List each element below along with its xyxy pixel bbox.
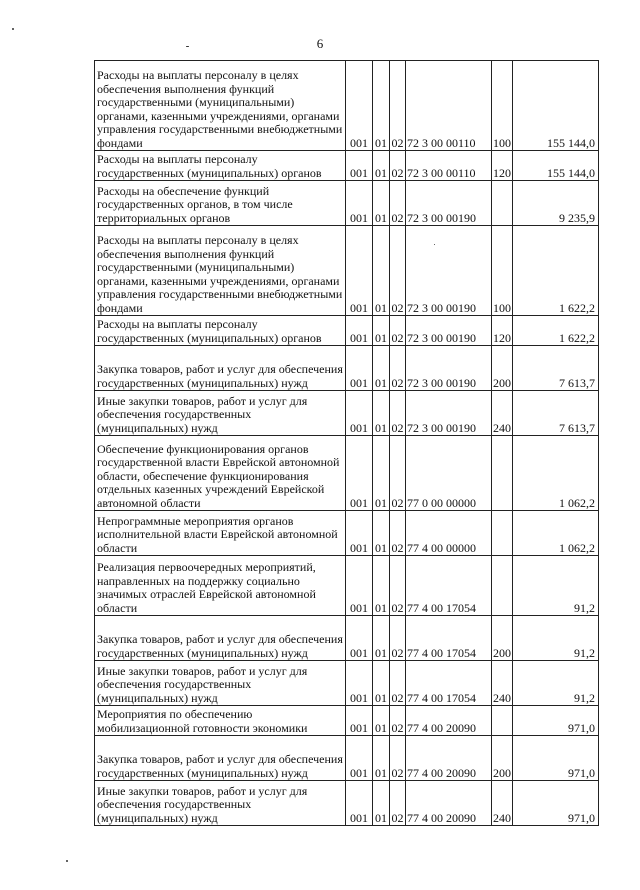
target-article-code: 72 3 00 00190 bbox=[406, 226, 492, 316]
table-row bbox=[95, 511, 599, 556]
table-row bbox=[95, 706, 599, 736]
target-article-code: 72 3 00 00190 bbox=[406, 346, 492, 391]
ministry-code: 001 bbox=[346, 181, 373, 226]
row-description: Иные закупки товаров, работ и услуг для обеспечения государственных (муниципальных) нужд bbox=[95, 781, 346, 826]
target-article-code: 77 4 00 20090 bbox=[406, 736, 492, 781]
expense-type-code: 200 bbox=[492, 736, 513, 781]
row-description: Закупка товаров, работ и услуг для обеспечения государственных (муниципальных) нужд bbox=[95, 616, 346, 661]
row-description: Расходы на выплаты персоналу в целях обеспечения выполнения функций государственными (муниципальными) органами, казенными учреждениями, органами управления государственными внебюджетными фондами bbox=[95, 226, 346, 316]
table-row bbox=[95, 346, 599, 391]
row-description: Мероприятия по обеспечению мобилизационной готовности экономики bbox=[95, 706, 346, 736]
scan-speck bbox=[186, 46, 189, 47]
amount: 91,2 bbox=[513, 661, 599, 706]
ministry-code: 001 bbox=[346, 556, 373, 616]
amount: 91,2 bbox=[513, 556, 599, 616]
table-row bbox=[95, 781, 599, 826]
ministry-code: 001 bbox=[346, 346, 373, 391]
row-description: Обеспечение функционирования органов государственной власти Еврейской автономной области, обеспечение функционирования отдельных казенных учреждений Еврейской автономной области bbox=[95, 436, 346, 511]
table-row bbox=[95, 556, 599, 616]
target-article-code: 72 3 00 00190 bbox=[406, 181, 492, 226]
subsection-code: 02 bbox=[390, 736, 406, 781]
expense-type-code: 200 bbox=[492, 346, 513, 391]
section-code: 01 bbox=[373, 316, 390, 346]
ministry-code: 001 bbox=[346, 706, 373, 736]
section-code: 01 bbox=[373, 781, 390, 826]
target-article-code: 77 4 00 00000 bbox=[406, 511, 492, 556]
subsection-code: 02 bbox=[390, 61, 406, 151]
amount: 1 622,2 bbox=[513, 316, 599, 346]
amount: 1 062,2 bbox=[513, 511, 599, 556]
target-article-code: 72 3 00 00190 bbox=[406, 391, 492, 436]
row-description: Расходы на выплаты персоналу государственных (муниципальных) органов bbox=[95, 316, 346, 346]
amount: 155 144,0 bbox=[513, 151, 599, 181]
scan-speck bbox=[12, 28, 14, 30]
row-description: Иные закупки товаров, работ и услуг для обеспечения государственных (муниципальных) нужд bbox=[95, 661, 346, 706]
target-article-code: 77 0 00 00000 bbox=[406, 436, 492, 511]
section-code: 01 bbox=[373, 661, 390, 706]
section-code: 01 bbox=[373, 346, 390, 391]
ministry-code: 001 bbox=[346, 61, 373, 151]
ministry-code: 001 bbox=[346, 511, 373, 556]
table-row bbox=[95, 61, 599, 151]
expense-type-code: 120 bbox=[492, 151, 513, 181]
ministry-code: 001 bbox=[346, 151, 373, 181]
subsection-code: 02 bbox=[390, 316, 406, 346]
section-code: 01 bbox=[373, 391, 390, 436]
expense-type-code: 100 bbox=[492, 226, 513, 316]
amount: 9 235,9 bbox=[513, 181, 599, 226]
amount: 7 613,7 bbox=[513, 391, 599, 436]
table-row bbox=[95, 391, 599, 436]
table-row bbox=[95, 316, 599, 346]
expense-type-code bbox=[492, 511, 513, 556]
target-article-code: 72 3 00 00190 bbox=[406, 316, 492, 346]
amount: 971,0 bbox=[513, 781, 599, 826]
row-description: Непрограммные мероприятия органов исполнительной власти Еврейской автономной области bbox=[95, 511, 346, 556]
ministry-code: 001 bbox=[346, 736, 373, 781]
expense-type-code: 120 bbox=[492, 316, 513, 346]
ministry-code: 001 bbox=[346, 316, 373, 346]
row-description: Иные закупки товаров, работ и услуг для обеспечения государственных (муниципальных) нужд bbox=[95, 391, 346, 436]
expense-type-code: 200 bbox=[492, 616, 513, 661]
subsection-code: 02 bbox=[390, 661, 406, 706]
amount: 971,0 bbox=[513, 736, 599, 781]
section-code: 01 bbox=[373, 511, 390, 556]
table-row bbox=[95, 736, 599, 781]
row-description: Реализация первоочередных мероприятий, направленных на поддержку социально значимых отраслей Еврейской автономной области bbox=[95, 556, 346, 616]
ministry-code: 001 bbox=[346, 436, 373, 511]
expense-type-code: 240 bbox=[492, 391, 513, 436]
target-article-code: 77 4 00 20090 bbox=[406, 781, 492, 826]
subsection-code: 02 bbox=[390, 511, 406, 556]
section-code: 01 bbox=[373, 736, 390, 781]
section-code: 01 bbox=[373, 151, 390, 181]
subsection-code: 02 bbox=[390, 226, 406, 316]
subsection-code: 02 bbox=[390, 616, 406, 661]
target-article-code: 72 3 00 00110 bbox=[406, 61, 492, 151]
subsection-code: 02 bbox=[390, 151, 406, 181]
subsection-code: 02 bbox=[390, 556, 406, 616]
budget-table bbox=[94, 60, 599, 826]
row-description: Расходы на обеспечение функций государственных органов, в том числе территориальных органов bbox=[95, 181, 346, 226]
subsection-code: 02 bbox=[390, 181, 406, 226]
row-description: Расходы на выплаты персоналу государственных (муниципальных) органов bbox=[95, 151, 346, 181]
table-row bbox=[95, 436, 599, 511]
amount: 7 613,7 bbox=[513, 346, 599, 391]
row-description: Расходы на выплаты персоналу в целях обеспечения выполнения функций государственными (муниципальными) органами, казенными учреждениями, органами управления государственными внебюджетными фондами bbox=[95, 61, 346, 151]
section-code: 01 bbox=[373, 556, 390, 616]
section-code: 01 bbox=[373, 226, 390, 316]
section-code: 01 bbox=[373, 616, 390, 661]
target-article-code: 77 4 00 17054 bbox=[406, 556, 492, 616]
table-row bbox=[95, 226, 599, 316]
table-row bbox=[95, 181, 599, 226]
ministry-code: 001 bbox=[346, 226, 373, 316]
ministry-code: 001 bbox=[346, 781, 373, 826]
expense-type-code bbox=[492, 706, 513, 736]
expense-type-code: 240 bbox=[492, 661, 513, 706]
target-article-code: 77 4 00 17054 bbox=[406, 661, 492, 706]
amount: 1 062,2 bbox=[513, 436, 599, 511]
subsection-code: 02 bbox=[390, 436, 406, 511]
amount: 1 622,2 bbox=[513, 226, 599, 316]
section-code: 01 bbox=[373, 706, 390, 736]
ministry-code: 001 bbox=[346, 616, 373, 661]
scan-speck bbox=[434, 244, 435, 245]
table-row bbox=[95, 661, 599, 706]
expense-type-code bbox=[492, 436, 513, 511]
subsection-code: 02 bbox=[390, 706, 406, 736]
expense-type-code: 240 bbox=[492, 781, 513, 826]
target-article-code: 72 3 00 00110 bbox=[406, 151, 492, 181]
amount: 155 144,0 bbox=[513, 61, 599, 151]
table-row bbox=[95, 616, 599, 661]
expense-type-code bbox=[492, 556, 513, 616]
ministry-code: 001 bbox=[346, 391, 373, 436]
target-article-code: 77 4 00 17054 bbox=[406, 616, 492, 661]
amount: 971,0 bbox=[513, 706, 599, 736]
row-description: Закупка товаров, работ и услуг для обеспечения государственных (муниципальных) нужд bbox=[95, 346, 346, 391]
ministry-code: 001 bbox=[346, 661, 373, 706]
expense-type-code bbox=[492, 181, 513, 226]
target-article-code: 77 4 00 20090 bbox=[406, 706, 492, 736]
subsection-code: 02 bbox=[390, 346, 406, 391]
expense-type-code: 100 bbox=[492, 61, 513, 151]
subsection-code: 02 bbox=[390, 781, 406, 826]
section-code: 01 bbox=[373, 181, 390, 226]
page-number: 6 bbox=[316, 36, 324, 51]
row-description: Закупка товаров, работ и услуг для обеспечения государственных (муниципальных) нужд bbox=[95, 736, 346, 781]
section-code: 01 bbox=[373, 61, 390, 151]
scan-speck bbox=[66, 860, 68, 862]
subsection-code: 02 bbox=[390, 391, 406, 436]
section-code: 01 bbox=[373, 436, 390, 511]
amount: 91,2 bbox=[513, 616, 599, 661]
table-row bbox=[95, 151, 599, 181]
